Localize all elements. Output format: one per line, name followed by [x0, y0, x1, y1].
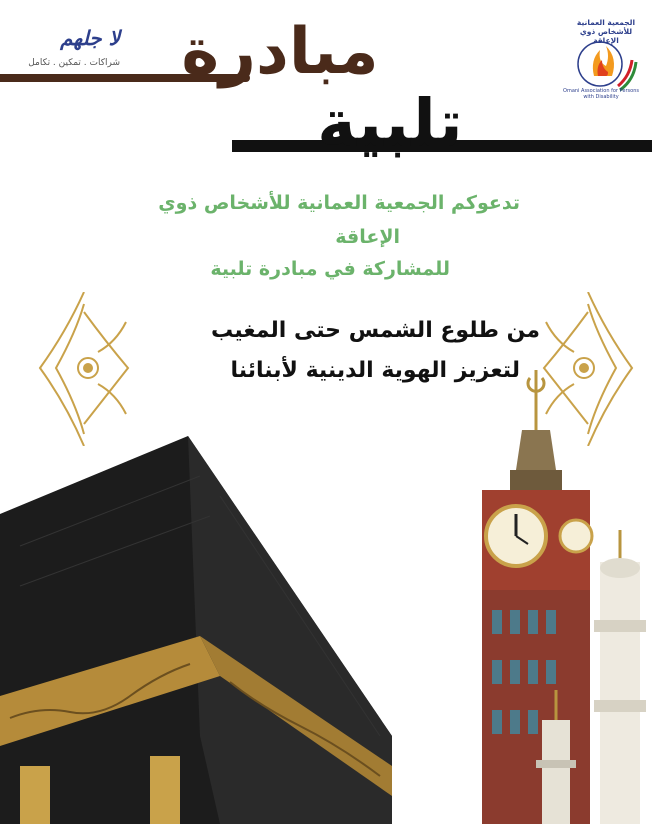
title-line1: مبادرة — [181, 15, 379, 89]
clock-tower-image — [430, 370, 654, 824]
invitation-line1: تدعوكم الجمعية العمانية للأشخاص ذوي — [158, 192, 520, 214]
association-name-en: Omani Association for Persons with Disability — [563, 88, 639, 100]
partner-logo-brand: لا جلهم — [60, 26, 120, 50]
invitation-line2: الإعاقة — [335, 226, 400, 248]
association-logo — [560, 16, 642, 102]
association-name-ar: الجمعية العمانية للأشخاص ذوي الإعاقة — [576, 18, 636, 45]
headline-line1: من طلوع الشمس حتى المغيب — [211, 318, 540, 343]
partner-logo-tagline: شراكات . تمكين . تكامل — [28, 58, 120, 68]
title-line2: تلبية — [317, 85, 463, 162]
headline-line2: لتعزيز الهوية الدينية لأبنائنا — [230, 358, 520, 383]
kaaba-image — [0, 436, 420, 824]
partner-logo — [28, 26, 124, 72]
invitation-line3: للمشاركة في مبادرة تلبية — [210, 258, 450, 280]
left-ornament-icon — [36, 292, 132, 446]
